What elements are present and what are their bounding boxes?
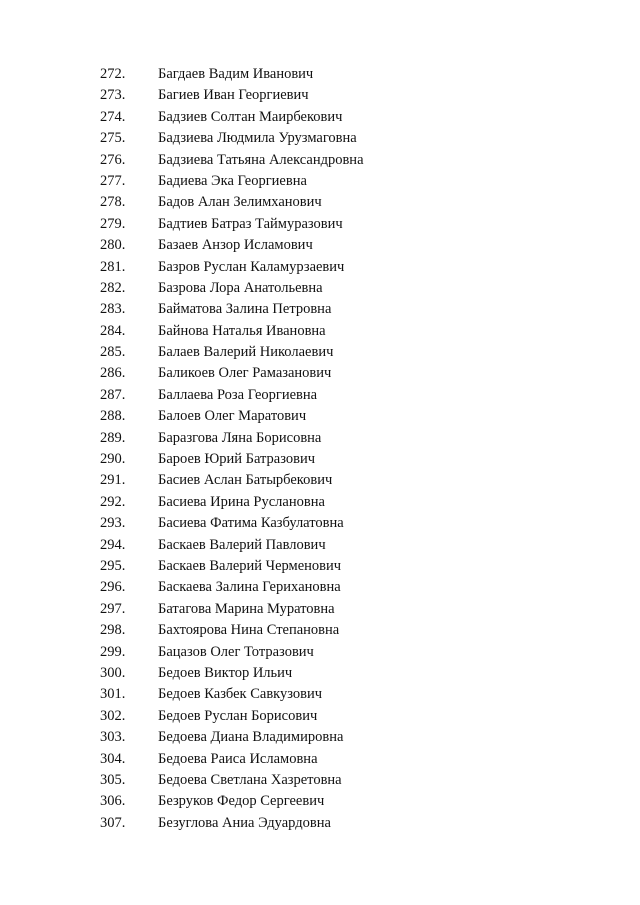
- list-item: [100, 470, 364, 491]
- entry-name: Багдаев Вадим Иванович: [158, 66, 314, 82]
- entry-name: Басиева Ирина Руслановна: [158, 493, 325, 510]
- list-item: [100, 214, 364, 235]
- entry-number: 300.: [100, 664, 126, 681]
- entry-name: Бахтоярова Нина Степановна: [158, 622, 340, 639]
- list-item: [100, 64, 364, 85]
- entry-name: Баскаев Валерий Черменович: [158, 557, 342, 574]
- entry-name: Бадзиева Татьяна Александровна: [158, 151, 364, 168]
- entry-number: 286.: [100, 365, 126, 382]
- list-item: [100, 770, 364, 791]
- entry-name: Бацазов Олег Тотразович: [158, 643, 314, 660]
- entry-number: 273.: [100, 87, 126, 104]
- entry-name: Балаев Валерий Николаевич: [158, 344, 334, 361]
- entry-number: 306.: [100, 793, 126, 810]
- list-item: [100, 599, 364, 620]
- entry-name: Безуглова Аниа Эдуардовна: [158, 814, 331, 831]
- entry-number: 280.: [100, 237, 126, 254]
- entry-name: Баллаева Роза Георгиевна: [158, 386, 318, 403]
- entry-name: Балоев Олег Маратович: [158, 408, 307, 425]
- entry-name: Байнова Наталья Ивановна: [158, 322, 326, 339]
- entry-number: 285.: [100, 344, 126, 361]
- list-item: [100, 150, 364, 171]
- list-item: [100, 492, 364, 513]
- entry-name: Баскаев Валерий Павлович: [158, 536, 326, 553]
- list-item: [100, 642, 364, 663]
- entry-number: 276.: [100, 151, 126, 168]
- entry-name: Бадзиев Солтан Маирбекович: [158, 108, 343, 125]
- entry-number: 287.: [100, 386, 126, 403]
- entry-number: 298.: [100, 622, 126, 639]
- list-item: [100, 257, 364, 278]
- entry-number: 297.: [100, 600, 126, 617]
- entry-number: 274.: [100, 108, 126, 125]
- entry-name: Базрова Лора Анатольевна: [158, 279, 323, 296]
- entry-number: 296.: [100, 579, 126, 596]
- list-item: [100, 727, 364, 748]
- list-item: [100, 813, 364, 834]
- entry-number: 283.: [100, 301, 126, 318]
- list-item: [100, 406, 364, 427]
- entry-name: Баскаева Залина Гериxановна: [158, 579, 341, 596]
- name-list: [100, 64, 364, 834]
- entry-name: Безруков Федор Сергеевич: [158, 793, 325, 810]
- entry-number: 281.: [100, 258, 126, 275]
- list-item: [100, 428, 364, 449]
- entry-number: 284.: [100, 322, 126, 339]
- list-item: [100, 449, 364, 470]
- entry-number: 293.: [100, 515, 126, 532]
- entry-name: Баликоев Олег Рамазанович: [158, 365, 332, 382]
- list-item: [100, 535, 364, 556]
- entry-name: Базаев Анзор Исламович: [158, 237, 313, 254]
- entry-name: Бедоева Раиса Исламовна: [158, 750, 318, 767]
- entry-number: 294.: [100, 536, 126, 553]
- list-item: [100, 128, 364, 149]
- entry-number: 307.: [100, 814, 126, 831]
- list-item: [100, 620, 364, 641]
- list-item: [100, 278, 364, 299]
- entry-name: Баразгова Ляна Борисовна: [158, 429, 322, 446]
- list-item: [100, 577, 364, 598]
- entry-number: 282.: [100, 279, 126, 296]
- list-item: [100, 107, 364, 128]
- list-item: [100, 321, 364, 342]
- list-item: [100, 299, 364, 320]
- list-item: [100, 192, 364, 213]
- entry-number: 304.: [100, 750, 126, 767]
- entry-name: Бедоева Светлана Хазретовна: [158, 771, 342, 788]
- entry-name: Басиева Фатима Казбулатовна: [158, 515, 344, 532]
- list-item: [100, 663, 364, 684]
- entry-name: Базров Руслан Каламурзаевич: [158, 258, 345, 275]
- entry-name: Бедоев Виктор Ильич: [158, 664, 293, 681]
- entry-name: Бадиева Эка Георгиевна: [158, 172, 307, 189]
- entry-number: 290.: [100, 451, 126, 468]
- entry-name: Бадов Алан Зелимханович: [158, 194, 322, 211]
- entry-number: 288.: [100, 408, 126, 425]
- entry-number: 289.: [100, 429, 126, 446]
- list-item: [100, 171, 364, 192]
- list-item: [100, 791, 364, 812]
- entry-name: Бедоев Руслан Борисович: [158, 707, 318, 724]
- list-item: [100, 513, 364, 534]
- entry-number: 272.: [100, 66, 126, 82]
- entry-name: Батагова Марина Муратовна: [158, 600, 335, 617]
- entry-name: Бедоев Казбек Савкузович: [158, 686, 323, 703]
- list-item: [100, 342, 364, 363]
- list-item: [100, 85, 364, 106]
- entry-name: Бадзиева Людмила Урузмаговна: [158, 130, 357, 147]
- entry-name: Багиев Иван Георгиевич: [158, 87, 309, 104]
- entry-number: 301.: [100, 686, 126, 703]
- entry-number: 278.: [100, 194, 126, 211]
- list-item: [100, 706, 364, 727]
- list-item: [100, 684, 364, 705]
- entry-number: 279.: [100, 215, 126, 232]
- entry-number: 305.: [100, 771, 126, 788]
- entry-number: 302.: [100, 707, 126, 724]
- list-item: [100, 556, 364, 577]
- entry-number: 277.: [100, 172, 126, 189]
- entry-number: 303.: [100, 729, 126, 746]
- entry-name: Бедоева Диана Владимировна: [158, 729, 344, 746]
- entry-name: Бадтиев Батраз Таймуразович: [158, 215, 343, 232]
- entry-number: 275.: [100, 130, 126, 147]
- list-item: [100, 363, 364, 384]
- list-item: [100, 385, 364, 406]
- entry-name: Байматова Залина Петровна: [158, 301, 332, 318]
- entry-name: Бароев Юрий Батразович: [158, 451, 316, 468]
- list-item: [100, 749, 364, 770]
- entry-number: 299.: [100, 643, 126, 660]
- entry-number: 291.: [100, 472, 126, 489]
- entry-number: 292.: [100, 493, 126, 510]
- list-item: [100, 235, 364, 256]
- entry-number: 295.: [100, 557, 126, 574]
- entry-name: Басиев Аслан Батырбекович: [158, 472, 333, 489]
